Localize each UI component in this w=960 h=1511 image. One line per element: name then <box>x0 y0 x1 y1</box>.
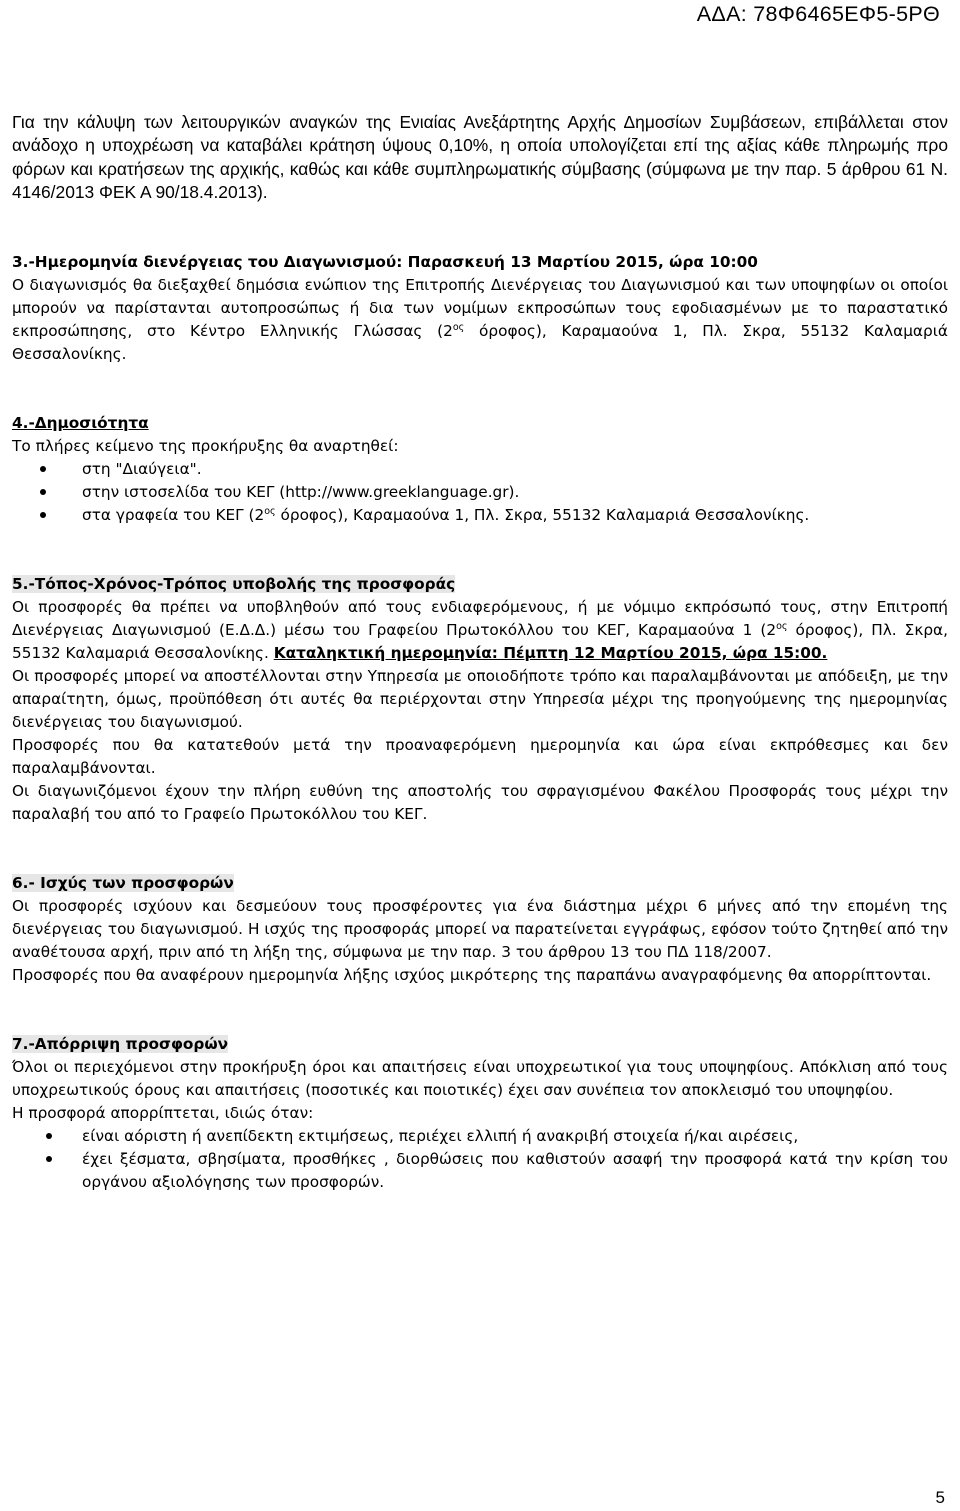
list-item: στη "Διαύγεια". <box>82 458 948 481</box>
section-7-heading: 7.-Απόρριψη προσφορών <box>12 1035 229 1054</box>
list-item: έχει ξέσματα, σβησίματα, προσθήκες , διορθώσεις που καθιστούν ασαφή την προσφορά κατά την κρίση του οργάνου αξιολόγησης των προσφορών. <box>82 1148 948 1194</box>
list-item: στην ιστοσελίδα του ΚΕΓ (http://www.greeklanguage.gr). <box>82 481 948 504</box>
document-body <box>12 111 948 1194</box>
section-5-heading: 5.-Τόπος-Χρόνος-Τρόπος υποβολής της προσφοράς <box>12 575 456 594</box>
publicity-list <box>12 458 948 527</box>
section-5-paragraph-2: Οι προσφορές μπορεί να αποστέλλονται στην Υπηρεσία με οποιοδήποτε τρόπο και παραλαμβάνονται με απόδειξη, με την απαραίτητη, όμως, προϋπόθεση ότι αυτές θα περιέρχονται στην Υπηρεσία μέχρι της προηγούμενης της ημερομηνίας διενέργειας του διαγωνισμού. <box>12 667 948 732</box>
section-6-paragraph-2: Προσφορές που θα αναφέρουν ημερομηνία λήξης ισχύος μικρότερης της παραπάνω αναγραφόμενης θα απορρίπτονται. <box>12 966 932 985</box>
section-5-paragraph-4: Οι διαγωνιζόμενοι έχουν την πλήρη ευθύνη της αποστολής του σφραγισμένου Φακέλου Προσφοράς τους μέχρι την παραλαβή του από το Γραφείο Πρωτοκόλλου του ΚΕΓ. <box>12 782 948 824</box>
section-6-heading: 6.- Ισχύς των προσφορών <box>12 874 234 893</box>
section-3-heading: 3.-Ημερομηνία διενέργειας του Διαγωνισμού: Παρασκευή 13 Μαρτίου 2015, ώρα 10:00 <box>12 253 758 272</box>
section-5-paragraph-3: Προσφορές που θα κατατεθούν μετά την προαναφερόμενη ημερομηνία και ώρα είναι εκπρόθεσμες και δεν παραλαμβάνονται. <box>12 736 948 778</box>
rejection-list <box>12 1125 948 1194</box>
section-4-heading: 4.-Δημοσιότητα <box>12 414 149 433</box>
section-7-paragraph-1: Όλοι οι περιεχόμενοι στην προκήρυξη όροι και απαιτήσεις είναι υποχρεωτικοί για τους υποψηφίους. Απόκλιση από τους υποχρεωτικούς όρους και απαιτήσεις (ποσοτικές και ποιοτικές) έχει σαν συνέπεια τον αποκλεισμό του υποψηφίου. <box>12 1058 948 1100</box>
page-number: 5 <box>935 1488 945 1507</box>
section-7-paragraph-2: Η προσφορά απορρίπτεται, ιδιώς όταν: <box>12 1104 314 1123</box>
ada-identifier: ΑΔΑ: 78Φ6465ΕΦ5-5ΡΘ <box>696 2 940 26</box>
section-3-body: Ο διαγωνισμός θα διεξαχθεί δημόσια ενώπιον της Επιτροπής Διενέργειας του Διαγωνισμού και των υποψηφίων οι οποίοι μπορούν να παρίστανται αυτοπροσώπως ή δια των νομίμων εκπροσώπων τους εφοδιασμένων με το παραστατικό εκπροσώπησης, στο Κέντρο Ελληνικής Γλώσσας ($2^{o\varsigma}$ όροφος), Καραμαούνα 1, Πλ. Σκρα, 55132 Καλαμαριά Θεσσαλονίκης. <box>12 276 948 364</box>
intro-paragraph: Για την κάλυψη των λειτουργικών αναγκών της Ενιαίας Ανεξάρτητης Αρχής Δημοσίων Συμβάσεων, επιβάλλεται στον ανάδοχο η υποχρέωση να καταβάλει κράτηση ύψους 0,10%, η οποία υπολογίζεται επί της αξίας κάθε πληρωμής προ φόρων και κρατήσεων της αρχικής, καθώς και κάθε συμπληρωματικής σύμβασης (σύμφωνα με την παρ. 5 άρθρου 61 Ν. 4146/2013 ΦΕΚ Α 90/18.4.2013). <box>12 112 948 202</box>
list-item: στα γραφεία του ΚΕΓ ($2^{o\varsigma}$ όροφος), Καραμαούνα 1, Πλ. Σκρα, 55132 Καλαμαριά Θεσσαλονίκης. <box>82 504 948 527</box>
list-item: είναι αόριστη ή ανεπίδεκτη εκτιμήσεως, περιέχει ελλιπή ή ανακριβή στοιχεία ή/και αιρέσεις, <box>82 1125 948 1148</box>
section-4-lead: Το πλήρες κείμενο της προκήρυξης θα αναρτηθεί: <box>12 437 399 456</box>
section-5-paragraph-1: Οι προσφορές θα πρέπει να υποβληθούν από τους ενδιαφερόμενους, ή με νόμιμο εκπρόσωπό τους, στην Επιτροπή Διενέργειας Διαγωνισμού (Ε.Δ.Δ.) μέσω του Γραφείου Πρωτοκόλλου του ΚΕΓ, Καραμαούνα 1 ($2^{o\varsigma}$ όροφος), Πλ. Σκρα, 55132 Καλαμαριά Θεσσαλονίκης. Καταληκτική ημερομηνία: Πέμπτη 12 Μαρτίου 2015, ώρα 15:00. <box>12 598 948 663</box>
section-6-paragraph-1: Οι προσφορές ισχύουν και δεσμεύουν τους προσφέροντες για ένα διάστημα μέχρι 6 μήνες από την επομένη της διενέργειας του διαγωνισμού. Η ισχύς της προσφοράς μπορεί να παρατείνεται εγγράφως, εφόσον τούτο ζητηθεί από την αναθέτουσα αρχή, πριν από τη λήξη της, σύμφωνα με την παρ. 3 του άρθρου 13 του ΠΔ 118/2007. <box>12 897 948 962</box>
deadline-text: Καταληκτική ημερομηνία: Πέμπτη 12 Μαρτίου 2015, ώρα 15:00. <box>273 644 828 663</box>
